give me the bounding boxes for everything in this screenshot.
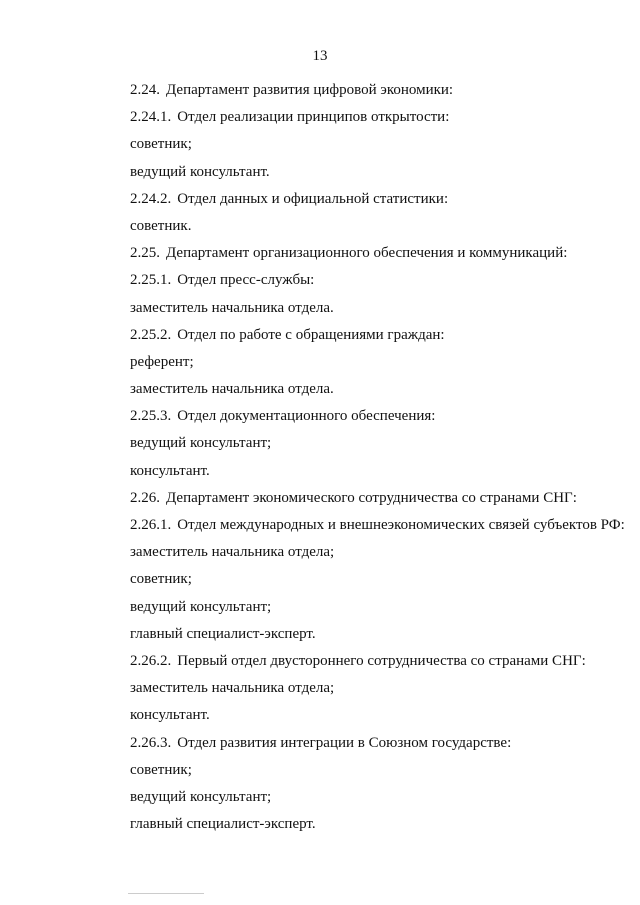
position-item (0, 705, 640, 732)
position-title: ведущий консультант; (130, 435, 272, 452)
section-title: Отдел международных и внешнеэкономических связей субъектов РФ: (177, 517, 625, 533)
position-title: главный специалист-эксперт. (130, 625, 316, 642)
position-title: ведущий консультант. (130, 163, 270, 180)
section-heading (0, 325, 640, 352)
section-number: 2.25. (130, 245, 160, 262)
section-heading (0, 406, 640, 433)
section-heading (0, 515, 640, 542)
position-title: советник. (130, 217, 192, 234)
section-title: Департамент организационного обеспечения и коммуникаций: (166, 245, 568, 262)
position-item (0, 597, 640, 624)
position-title: консультант. (130, 707, 210, 724)
document-body (0, 80, 640, 841)
section-heading (0, 80, 640, 107)
section-title: Отдел реализации принципов открытости: (177, 109, 450, 126)
position-item (0, 162, 640, 189)
section-heading (0, 651, 640, 678)
section-title: Первый отдел двустороннего сотрудничества со странами СНГ: (177, 652, 586, 669)
position-item (0, 461, 640, 488)
section-number: 2.25.1. (130, 272, 172, 289)
section-title: Департамент развития цифровой экономики: (166, 82, 454, 98)
position-item (0, 379, 640, 406)
section-number: 2.24.2. (130, 190, 172, 207)
section-number: 2.26. (130, 489, 160, 506)
position-item (0, 760, 640, 787)
page-footer-mark (128, 893, 204, 894)
position-item (0, 787, 640, 814)
section-title: Отдел пресс-службы: (177, 272, 315, 289)
position-item (0, 134, 640, 161)
position-title: заместитель начальника отдела; (130, 544, 335, 561)
position-item (0, 216, 640, 243)
section-number: 2.24. (130, 82, 160, 98)
section-title: Отдел документационного обеспечения: (177, 408, 436, 425)
section-number: 2.26.2. (130, 652, 172, 669)
position-item (0, 624, 640, 651)
position-title: референт; (130, 353, 194, 370)
section-number: 2.24.1. (130, 109, 172, 126)
position-title: главный специалист-эксперт. (130, 816, 316, 833)
section-heading (0, 733, 640, 760)
position-title: советник; (130, 136, 192, 153)
section-title: Отдел развития интеграции в Союзном государстве: (177, 734, 512, 751)
section-heading (0, 189, 640, 216)
section-heading (0, 243, 640, 270)
section-number: 2.26.3. (130, 734, 172, 751)
position-title: заместитель начальника отдела; (130, 680, 335, 697)
position-item (0, 352, 640, 379)
position-title: консультант. (130, 462, 210, 479)
position-title: советник; (130, 571, 192, 588)
section-title: Отдел по работе с обращениями граждан: (177, 326, 445, 343)
position-title: заместитель начальника отдела. (130, 299, 334, 316)
position-item (0, 678, 640, 705)
section-heading (0, 488, 640, 515)
section-heading (0, 270, 640, 297)
section-title: Отдел данных и официальной статистики: (177, 190, 449, 207)
position-item (0, 814, 640, 841)
position-title: советник; (130, 761, 192, 778)
position-item (0, 542, 640, 569)
section-heading (0, 107, 640, 134)
section-number: 2.25.2. (130, 326, 172, 343)
position-item (0, 433, 640, 460)
page-number: 13 (312, 48, 328, 64)
section-number: 2.26.1. (130, 517, 172, 533)
position-title: заместитель начальника отдела. (130, 381, 334, 398)
position-title: ведущий консультант; (130, 788, 272, 805)
position-title: ведущий консультант; (130, 598, 272, 615)
section-title: Департамент экономического сотрудничества со странами СНГ: (166, 489, 577, 506)
section-number: 2.25.3. (130, 408, 172, 425)
position-item (0, 298, 640, 325)
position-item (0, 569, 640, 596)
